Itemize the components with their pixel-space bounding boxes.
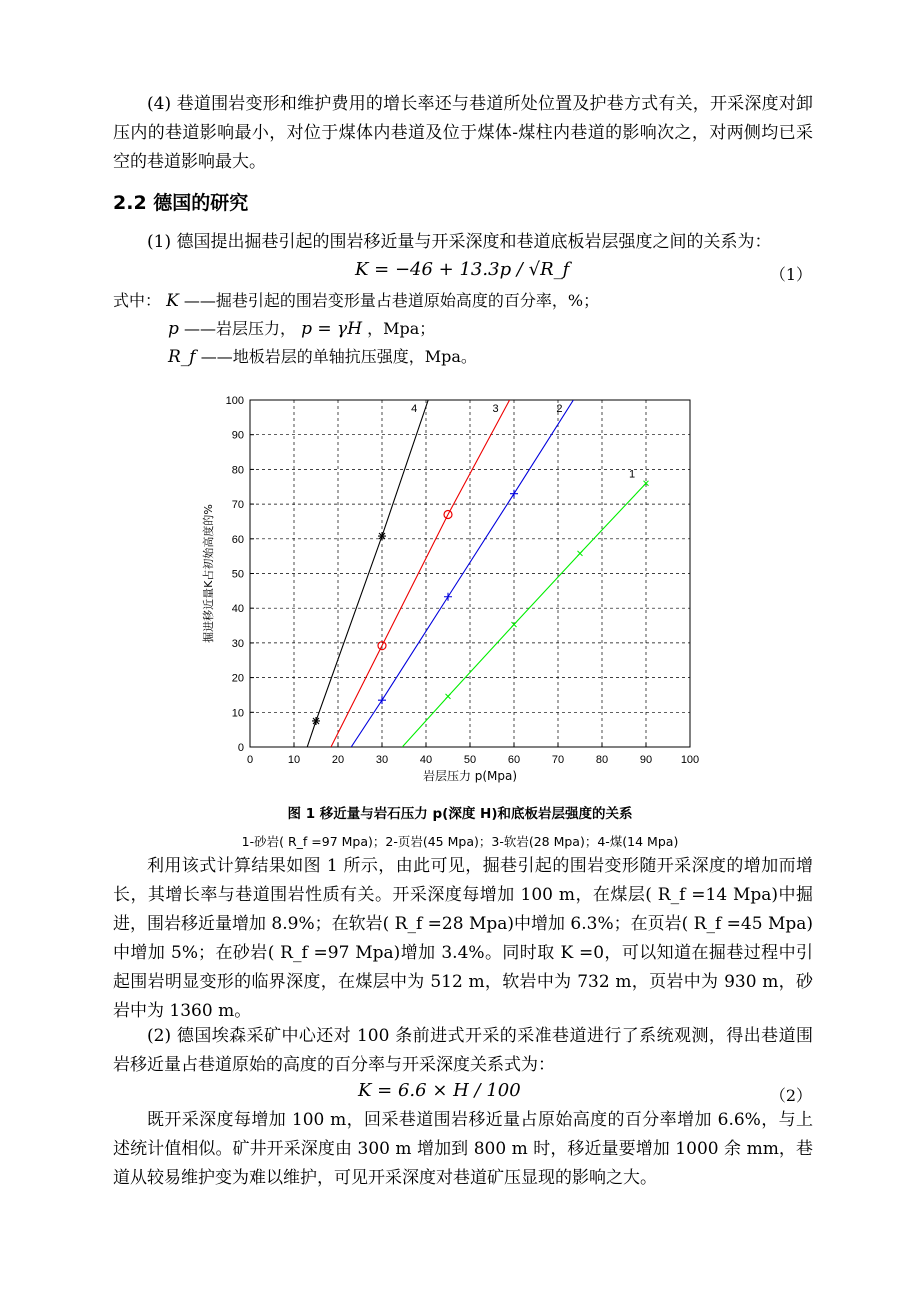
y-tick-label: 10 — [231, 707, 244, 720]
data-point-1 — [446, 694, 451, 699]
series-line-4 — [307, 400, 428, 747]
x-tick-label: 20 — [331, 754, 345, 766]
y-tick-label: 0 — [237, 742, 244, 754]
y-tick-label: 30 — [231, 637, 244, 650]
section-heading: 2.2 德国的研究 — [113, 192, 249, 214]
formula-2-number: （2） — [769, 1086, 812, 1105]
paragraph-1: (1) 德国提出掘巷引起的围岩移近量与开采深度和巷道底板岩层强度之间的关系为： — [147, 232, 772, 252]
figure-legend-note: 1-砂岩( R_f =97 Mpa)；2-页岩(45 Mpa)；3-软岩(28 Mpa)；4-煤(14 Mpa) — [241, 834, 679, 849]
p-unit: ，Mpa； — [367, 319, 436, 338]
data-point-2 — [444, 593, 452, 601]
x-tick-label: 90 — [639, 754, 653, 766]
paragraph-last: 既开采深度每增加 100 m，回采巷道围岩移近量占原始高度的百分率增加 6.6%，与上述统计值相似。矿井开采深度由 300 m 增加到 800 m 时，移近量要增加 1000 余 mm，巷道从较易维护变为难以维护，可见开采深度对巷道矿压显现的影响之大。 — [113, 1110, 813, 1188]
x-tick-label: 40 — [419, 754, 433, 766]
series-label-4: 4 — [411, 403, 418, 415]
paragraph-4: (4) 巷道围岩变形和维护费用的增长率还与巷道所处位置及护巷方式有关，开采深度对卸压内的巷道影响最小，对位于煤体内巷道及位于煤体-煤柱内巷道的影响次之，对两侧均已采空的巷道影响最大。 — [113, 94, 813, 172]
x-tick-label: 10 — [287, 754, 301, 766]
definition-rf — [168, 346, 477, 368]
y-tick-label: 80 — [231, 464, 244, 477]
x-tick-label: 60 — [507, 754, 521, 766]
k-definition: ——掘巷引起的围岩变形量占巷道原始高度的百分率，%； — [183, 291, 600, 310]
x-axis-label: 岩层压力 p(Mpa) — [422, 769, 518, 783]
p-symbol: p — [168, 319, 179, 339]
formula-1: K = −46 + 13.3p / √R_f — [355, 259, 570, 280]
series-label-2: 2 — [556, 403, 563, 415]
k-symbol: K — [166, 291, 179, 311]
rf-symbol: R_f — [168, 347, 196, 367]
line-chart — [190, 388, 710, 788]
formula-2: K = 6.6 × H / 100 — [358, 1080, 521, 1101]
p-formula: p = γH — [301, 319, 363, 339]
data-point-1 — [578, 551, 583, 556]
data-point-2 — [510, 490, 518, 498]
series-line-1 — [402, 483, 646, 747]
rf-definition: ——地板岩层的单轴抗压强度，Mpa。 — [200, 347, 477, 366]
definition-k — [113, 290, 599, 312]
y-tick-label: 60 — [231, 533, 244, 546]
data-point-2 — [378, 696, 386, 704]
series-label-3: 3 — [492, 403, 499, 415]
y-tick-label: 50 — [231, 568, 244, 581]
paragraph-2: (2) 德国埃森采矿中心还对 100 条前进式开采的采准巷道进行了系统观测，得出巷道围岩移近量占巷道原始的高度的百分率与开采深度关系式为： — [113, 1026, 813, 1075]
data-point-4 — [312, 717, 320, 725]
y-tick-label: 20 — [231, 672, 244, 685]
x-tick-label: 0 — [246, 754, 254, 766]
x-tick-label: 80 — [595, 754, 609, 766]
y-tick-label: 100 — [225, 395, 244, 407]
figure-1 — [190, 388, 710, 788]
x-tick-label: 50 — [463, 754, 477, 766]
x-tick-label: 100 — [680, 754, 700, 766]
paragraph-result: 利用该式计算结果如图 1 所示，由此可见，掘巷引起的围岩变形随开采深度的增加而增长，其增长率与巷道围岩性质有关。开采深度每增加 100 m，在煤层( R_f =14 Mpa)中掘进，围岩移近量增加 8.9%；在软岩( R_f =28 Mpa)中增加 6.3%；在页岩( R_f =45 Mpa)中增加 5%；在砂岩( R_f =97 Mpa)增加 3.4%。同时取 K =0，可以知道在掘巷过程中引起围岩明显变形的临界深度，在煤层中为 512 m，软岩中为 732 m，页岩中为 930 m，砂岩中为 1360 m。 — [113, 856, 813, 1021]
y-tick-label: 70 — [231, 499, 244, 512]
y-tick-label: 40 — [231, 603, 244, 616]
data-point-4 — [378, 532, 386, 540]
p-definition: ——岩层压力， — [183, 319, 296, 338]
formula-1-number: （1） — [769, 265, 812, 284]
x-tick-label: 30 — [375, 754, 389, 766]
definition-p — [168, 318, 435, 340]
x-tick-label: 70 — [551, 754, 565, 766]
y-tick-label: 90 — [231, 429, 244, 442]
series-label-1: 1 — [628, 468, 636, 481]
y-axis-label: 掘进移近量K占初始高度的% — [202, 504, 215, 643]
where-prefix: 式中： — [113, 291, 162, 310]
figure-caption: 图 1 移近量与岩石压力 p(深度 H)和底板岩层强度的关系 — [287, 806, 633, 822]
